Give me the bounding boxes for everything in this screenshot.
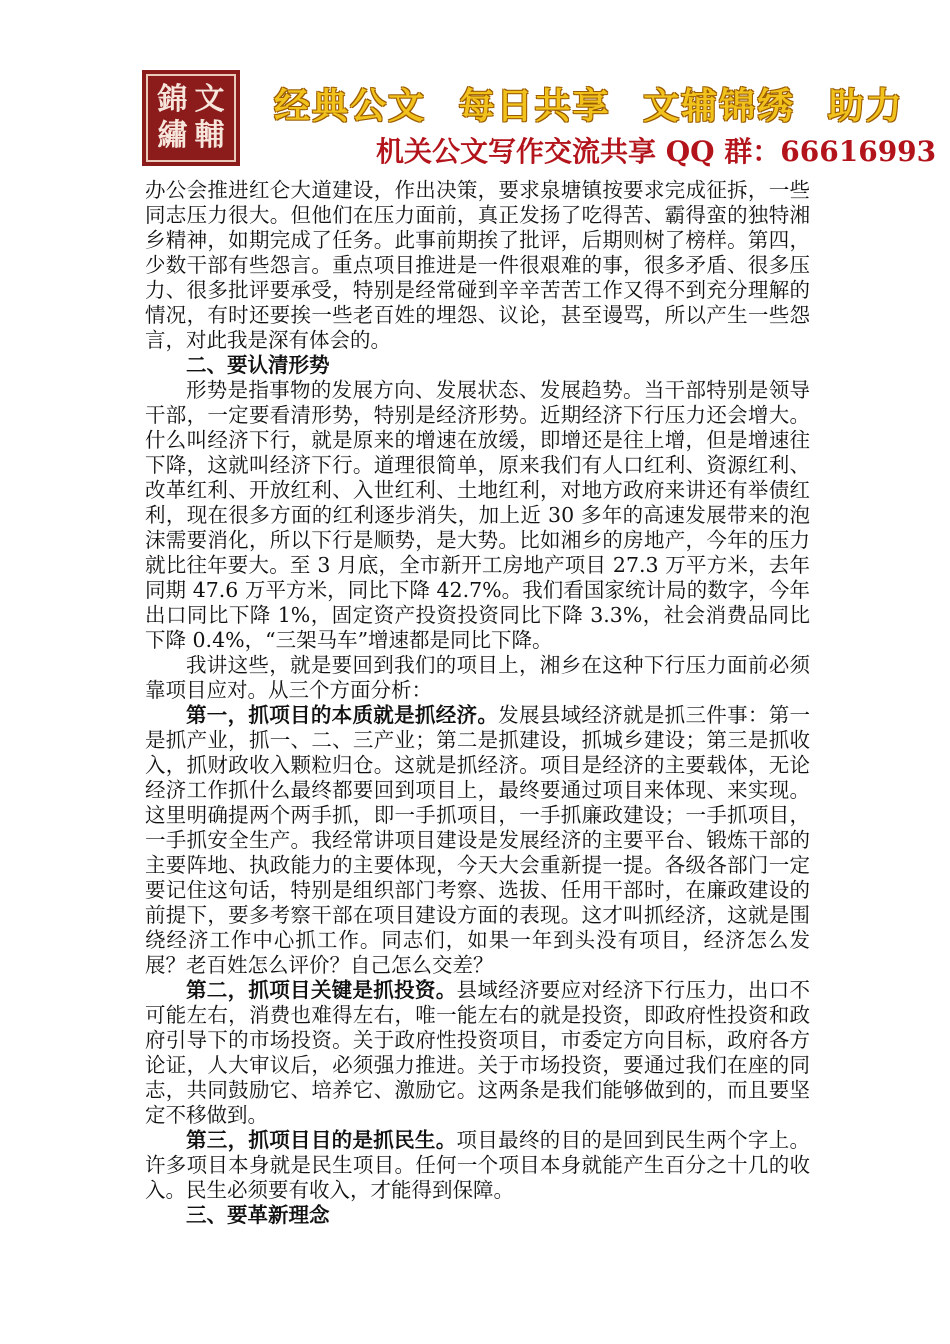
paragraph — [145, 1128, 810, 1203]
document-body — [145, 178, 810, 1228]
seal-char: 文 — [194, 82, 225, 117]
bold-lead: 第三，抓项目目的是抓民生。 — [186, 1128, 457, 1152]
qq-group-line: 机关公文写作交流共享 QQ 群：66616993 — [376, 135, 937, 168]
section-heading — [145, 353, 810, 378]
paragraph — [145, 178, 810, 353]
paragraph-text: 形势是指事物的发展方向、发展状态、发展趋势。当干部特别是领导干部，一定要看清形势，特别是经济形势。近期经济下行压力还会增大。什么叫经济下行，就是原来的增速在放缓，即增还是往上增，但是增速往下降，这就叫经济下行。道理很简单，原来我们有人口红利、资源红利、改革红利、开放红利、入世红利、土地红利，对地方政府来讲还有举债红利，现在很多方面的红利逐步消失，加上近 30 多年的高速发展带来的泡沫需要消化，所以下行是顺势，是大势。比如湘乡的房地产，今年的压力就比往年要大。至 3 月底，全市新开工房地产项目 27.3 万平方米，去年同期 47.6 万平方米，同比下降 42.7%。我们看国家统计局的数字，今年出口同比下降 1%，固定资产投资投资同比下降 3.3%，社会消费品同比下降 0.4%，“三架马车”增速都是同比下降。 — [145, 378, 810, 652]
paragraph — [145, 978, 810, 1128]
paragraph-text: 县域经济要应对经济下行压力，出口不可能左右，消费也难得左右，唯一能左右的就是投资，即政府性投资和政府引导下的市场投资。关于政府性投资项目，市委定方向目标，政府各方论证，人大审议后，必须强力推进。关于市场投资，要通过我们在座的同志，共同鼓励它、培养它、激励它。这两条是我们能够做到的，而且要坚定不移做到。 — [145, 978, 811, 1127]
slogan-part: 每日共享 — [458, 85, 611, 127]
paragraph-text: 项目最终的目的是回到民生两个字上。许多项目本身就是民生项目。任何一个项目本身就能产生百分之十几的收入。民生必须要有收入，才能得到保障。 — [145, 1128, 811, 1202]
paragraph — [145, 653, 810, 703]
paragraph-text: 我讲这些，就是要回到我们的项目上，湘乡在这种下行压力面前必须靠项目应对。从三个方面分析： — [145, 653, 810, 702]
bold-lead: 第一，抓项目的本质就是抓经济。 — [186, 703, 499, 727]
section-heading — [145, 1203, 810, 1228]
slogan-part: 经典公文 — [274, 85, 427, 127]
seal-logo — [142, 70, 240, 166]
seal-char: 輔 — [194, 118, 225, 153]
heading-text: 二、要认清形势 — [186, 353, 330, 377]
paragraph — [145, 703, 810, 978]
seal-char: 繡 — [157, 118, 188, 153]
slogan-part: 文辅锦绣 — [643, 85, 796, 127]
heading-text: 三、要革新理念 — [186, 1203, 330, 1227]
paragraph-text: 办公会推进红仑大道建设，作出决策，要求泉塘镇按要求完成征拆，一些同志压力很大。但他们在压力面前，真正发扬了吃得苦、霸得蛮的独特湘乡精神，如期完成了任务。此事前期挨了批评，后期则树了榜样。第四，少数干部有些怨言。重点项目推进是一件很艰难的事，很多矛盾、很多压力、很多批评要承受，特别是经常碰到辛辛苦苦工作又得不到充分理解的情况，有时还要挨一些老百姓的埋怨、议论，甚至谩骂，所以产生一些怨言，对此我是深有体会的。 — [145, 178, 810, 352]
bold-lead: 第二，抓项目关键是抓投资。 — [186, 978, 457, 1002]
seal-char: 錦 — [157, 82, 188, 117]
paragraph — [145, 378, 810, 653]
page-header — [0, 0, 950, 178]
header-slogan — [274, 78, 922, 129]
paragraph-text: 发展县域经济就是抓三件事：第一是抓产业，抓一、二、三产业；第二是抓建设，抓城乡建设；第三是抓收入，抓财政收入颗粒归仓。这就是抓经济。项目是经济的主要载体，无论经济工作抓什么最终都要回到项目上，最终要通过项目来体现、来实现。这里明确提两个两手抓，即一手抓项目，一手抓廉政建设；一手抓项目，一手抓安全生产。我经常讲项目建设是发展经济的主要平台、锻炼干部的主要阵地、执政能力的主要体现，今天大会重新提一提。各级各部门一定要记住这句话，特别是组织部门考察、选拔、任用干部时，在廉政建设的前提下，要多考察干部在项目建设方面的表现。这才叫抓经济，这就是围绕经济工作中心抓工作。同志们，如果一年到头没有项目，经济怎么发展？老百姓怎么评价？自己怎么交差？ — [145, 703, 811, 977]
slogan-part: 助力 — [827, 85, 904, 127]
